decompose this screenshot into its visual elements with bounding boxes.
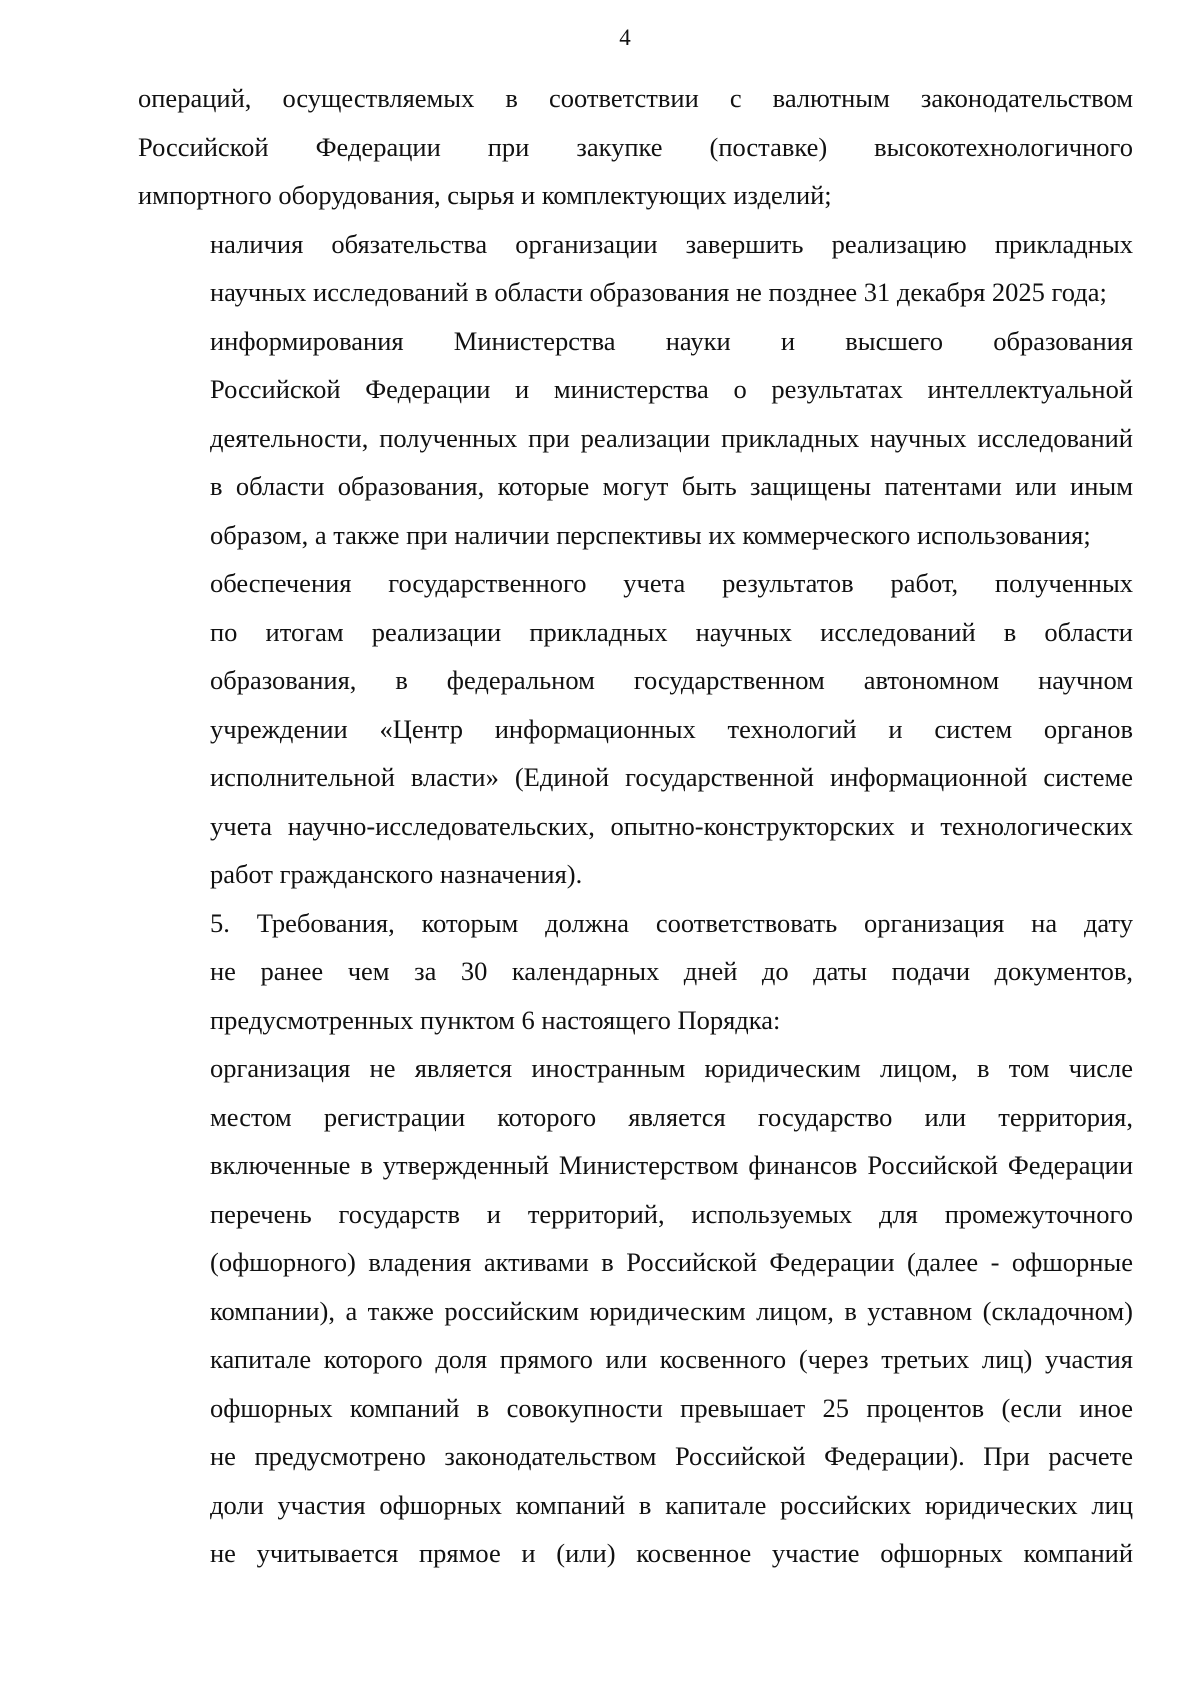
- text-line: Российской Федерации и министерства о результатах интеллектуальной: [210, 374, 1133, 404]
- text-line: 5. Требования, которым должна соответствовать организация на дату: [210, 907, 1133, 938]
- text-line: доли участия офшорных компаний в капитале российских юридических лиц: [210, 1489, 1133, 1520]
- text-line: капитале которого доля прямого или косвенного (через третьих лиц) участия: [210, 1344, 1133, 1374]
- document-body: [138, 74, 1133, 1578]
- paragraph-informing-ministry: [138, 317, 1133, 560]
- text-line: учета научно-исследовательских, опытно-конструкторских и технологических: [210, 810, 1133, 841]
- text-line: (офшорного) владения активами в Российской Федерации (далее - офшорные: [210, 1247, 1133, 1277]
- text-line: научных исследований в области образования не позднее 31 декабря 2025 года;: [210, 277, 1107, 307]
- text-line: исполнительной власти» (Единой государственной информационной системе: [210, 762, 1133, 792]
- paragraph-offshore-companies: [138, 1044, 1133, 1578]
- text-line: организация не является иностранным юридическим лицом, в том числе: [210, 1053, 1133, 1083]
- text-line: не учитывается прямое и (или) косвенное участие офшорных компаний: [210, 1538, 1133, 1568]
- paragraph-section-5-requirements: [138, 899, 1133, 1045]
- paragraph-state-accounting: [138, 559, 1133, 899]
- text-line: операций, осуществляемых в соответствии с валютным законодательством: [138, 83, 1133, 113]
- text-line: не ранее чем за 30 календарных дней до даты подачи документов,: [210, 956, 1133, 986]
- text-line: наличия обязательства организации завершить реализацию прикладных: [210, 228, 1133, 259]
- text-line: компании), а также российским юридическим лицом, в уставном (складочном): [210, 1295, 1133, 1326]
- text-line: включенные в утвержденный Министерством финансов Российской Федерации: [210, 1150, 1133, 1180]
- paragraph-currency-operations: [138, 74, 1133, 220]
- paragraph-completion-obligation: [138, 220, 1133, 317]
- text-line: учреждении «Центр информационных технологий и систем органов: [210, 713, 1133, 744]
- text-line: образования, в федеральном государственном автономном научном: [210, 665, 1133, 695]
- page-number: 4: [619, 25, 631, 50]
- text-line: предусмотренных пунктом 6 настоящего Порядка:: [210, 1004, 781, 1035]
- text-line: информирования Министерства науки и высшего образования: [210, 325, 1133, 356]
- text-line: местом регистрации которого является государство или территория,: [210, 1101, 1133, 1132]
- text-line: в области образования, которые могут быть защищены патентами или иным: [210, 471, 1133, 501]
- text-line: не предусмотрено законодательством Российской Федерации). При расчете: [210, 1441, 1133, 1471]
- text-line: Российской Федерации при закупке (поставке) высокотехнологичного: [138, 131, 1133, 162]
- text-line: перечень государств и территорий, используемых для промежуточного: [210, 1198, 1133, 1229]
- text-line: обеспечения государственного учета результатов работ, полученных: [210, 568, 1133, 598]
- text-line: образом, а также при наличии перспективы их коммерческого использования;: [210, 519, 1091, 550]
- text-line: работ гражданского назначения).: [210, 859, 583, 889]
- text-line: импортного оборудования, сырья и комплектующих изделий;: [138, 180, 832, 210]
- text-line: офшорных компаний в совокупности превышает 25 процентов (если иное: [210, 1392, 1133, 1423]
- text-line: по итогам реализации прикладных научных исследований в области: [210, 616, 1133, 647]
- text-line: деятельности, полученных при реализации прикладных научных исследований: [210, 422, 1133, 453]
